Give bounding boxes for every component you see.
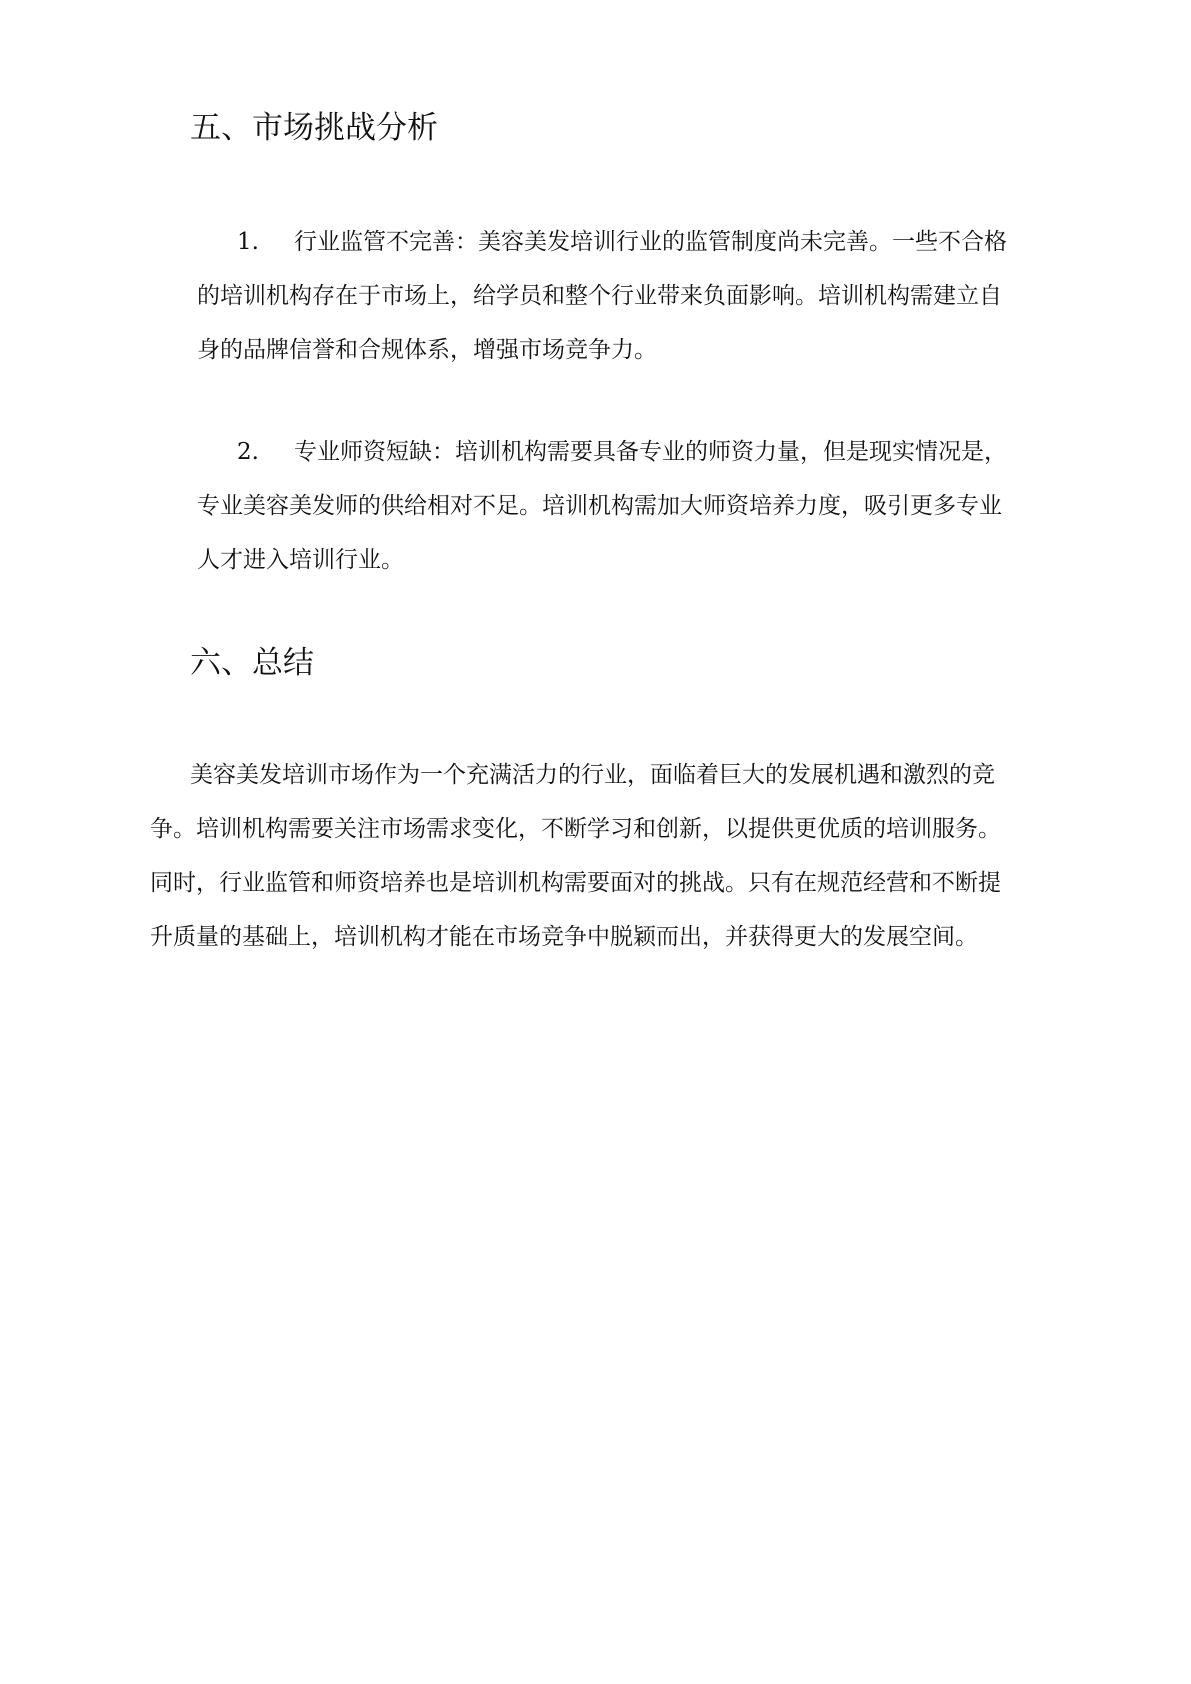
list-item-number: 2. (237, 439, 259, 465)
list-item-line (197, 215, 1047, 269)
summary-paragraph (150, 748, 1050, 964)
paragraph-line: 争。培训机构需要关注市场需求变化，不断学习和创新，以提供更优质的培训服务。 (150, 816, 1001, 842)
section-heading-market-challenges: 五、市场挑战分析 (190, 110, 438, 146)
list-item-line: 身的品牌信誉和合规体系，增强市场竞争力。 (197, 337, 657, 363)
list-item-line: 专业美容美发师的供给相对不足。培训机构需加大师资培养力度，吸引更多专业 (197, 493, 1002, 519)
list-item-line (197, 425, 1047, 479)
list-item-text: 行业监管不完善：美容美发培训行业的监管制度尚未完善。一些不合格 (294, 229, 1007, 255)
list-item-number: 1. (237, 229, 259, 255)
paragraph-line: 美容美发培训市场作为一个充满活力的行业，面临着巨大的发展机遇和激烈的竞 (190, 762, 995, 788)
list-item-line: 的培训机构存在于市场上，给学员和整个行业带来负面影响。培训机构需建立自 (197, 283, 1002, 309)
paragraph-line: 升质量的基础上，培训机构才能在市场竞争中脱颖而出，并获得更大的发展空间。 (150, 924, 978, 950)
list-item-regulation (197, 215, 1047, 377)
section-heading-summary: 六、总结 (190, 645, 314, 681)
list-item-text: 专业师资短缺：培训机构需要具备专业的师资力量，但是现实情况是， (294, 439, 1007, 465)
list-item-teacher-shortage (197, 425, 1047, 587)
list-item-line: 人才进入培训行业。 (197, 547, 404, 573)
paragraph-line: 同时，行业监管和师资培养也是培训机构需要面对的挑战。只有在规范经营和不断提 (150, 870, 1001, 896)
